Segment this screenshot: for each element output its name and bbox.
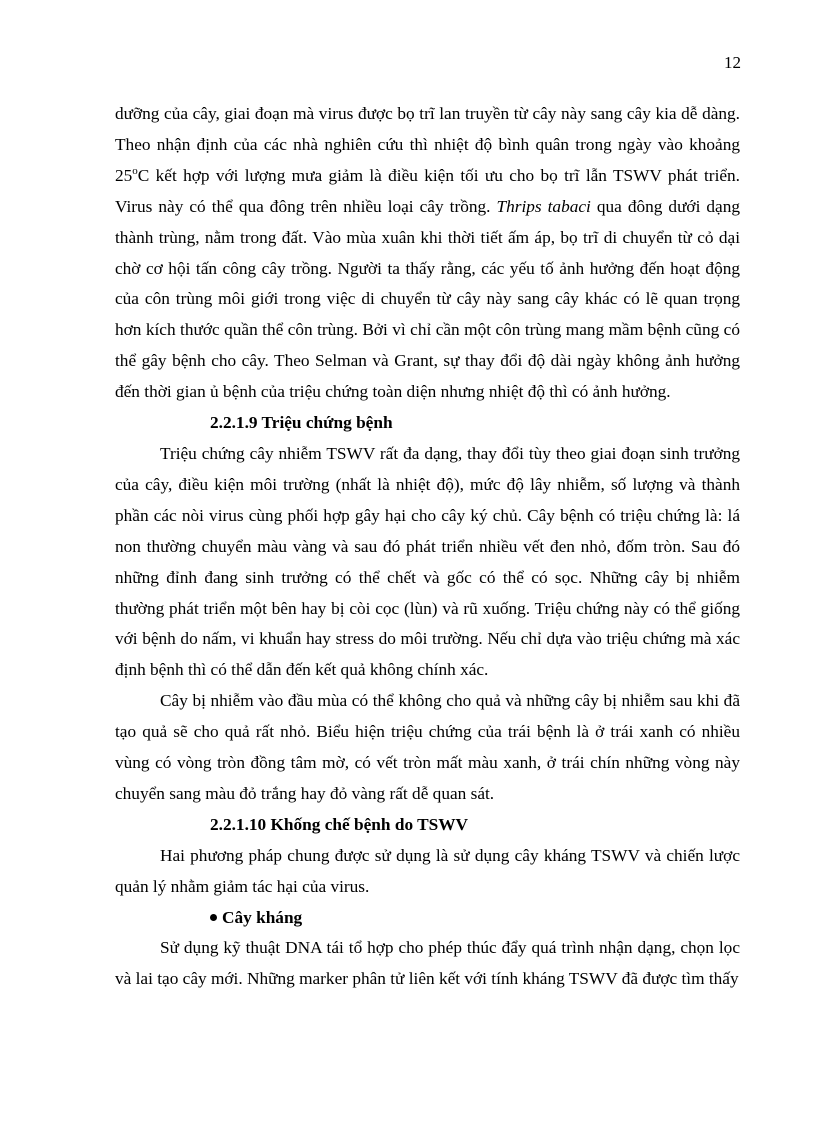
paragraph-text: C kết hợp với lượng mưa giảm là điều kiện tối ưu cho bọ trĩ lẫn TSWV phát triển. Virus này có thể qua đông trên nhiều loại cây trồng. — [115, 165, 740, 216]
paragraph-text: dưỡng của cây, giai đoạn mà virus được bọ trĩ lan truyền từ cây này sang cây kia dễ dàng. Theo nhận định của các nhà nghiên cứu thì nhiệt độ bình quân trong ngày vào khoảng 25 — [115, 104, 740, 185]
bullet-heading-label: Cây kháng — [222, 907, 303, 927]
section-heading-symptoms: 2.2.1.9 Triệu chứng bệnh — [210, 413, 393, 433]
paragraph-fruit-symptoms: Cây bị nhiễm vào đầu mùa có thể không cho quả và những cây bị nhiễm sau khi đã tạo quả sẽ cho quả rất nhỏ. Biểu hiện triệu chứng của trái bệnh là ở trái xanh có nhiều vùng có vòng tròn đồng tâm mờ, có vết tròn mất màu xanh, ở trái chín những vòng này chuyển sang màu đỏ trắng hay đỏ vàng rất dễ quan sát. — [115, 691, 740, 803]
paragraph-symptoms: Triệu chứng cây nhiễm TSWV rất đa dạng, thay đổi tùy theo giai đoạn sinh trưởng của cây, điều kiện môi trường (nhất là nhiệt độ), mức độ lây nhiễm, số lượng và thành phần các nòi virus cùng phối hợp gây hại cho cây ký chủ. Cây bệnh có triệu chứng là: lá non thường chuyển màu vàng và sau đó phát triển nhiều vết đen nhỏ, đốm tròn. Sau đó những đỉnh đang sinh trưởng có thể chết và gốc có thể có sọc. Những cây bị nhiễm thường phát triển một bên hay bị còi cọc (lùn) và rũ xuống. Triệu chứng này có thể giống với bệnh do nấm, vi khuẩn hay stress do môi trường. Nếu chỉ dựa vào triệu chứng mà xác định bệnh thì có thể dẫn đến kết quả không chính xác. — [115, 443, 740, 680]
bullet-icon — [210, 914, 217, 921]
paragraph-text: qua đông dưới dạng thành trùng, nằm trong đất. Vào mùa xuân khi thời tiết ấm áp, bọ trĩ di chuyển từ cỏ dại chờ cơ hội tấn công cây trồng. Người ta thấy rằng, các yếu tố ảnh hưởng đến hoạt động của côn trùng môi giới trong việc di chuyển từ cây này sang cây khác có lẽ quan trọng hơn kích thước quần thể côn trùng. Bởi vì chỉ cần một côn trùng mang mầm bệnh cũng có thể gây bệnh cho cây. Theo Selman và Grant, sự thay đổi độ dài ngày không ảnh hưởng đến thời gian ủ bệnh của triệu chứng toàn diện nhưng nhiệt độ thì có ảnh hưởng. — [115, 196, 740, 402]
page-number: 12 — [724, 53, 741, 72]
paragraph-virus-transmission — [115, 99, 740, 408]
degree-superscript: o — [132, 165, 138, 178]
document-body — [115, 99, 740, 995]
paragraph-control-methods: Hai phương pháp chung được sử dụng là sử dụng cây kháng TSWV và chiến lược quản lý nhằm giảm tác hại của virus. — [115, 845, 740, 896]
section-heading-control: 2.2.1.10 Khống chế bệnh do TSWV — [210, 814, 469, 834]
species-name: Thrips tabaci — [496, 196, 591, 216]
bullet-heading-resistant — [115, 903, 740, 934]
paragraph-dna-technique: Sử dụng kỹ thuật DNA tái tổ hợp cho phép thúc đẩy quá trình nhận dạng, chọn lọc và lai tạo cây mới. Những marker phân tử liên kết với tính kháng TSWV đã được tìm thấy — [115, 938, 740, 989]
